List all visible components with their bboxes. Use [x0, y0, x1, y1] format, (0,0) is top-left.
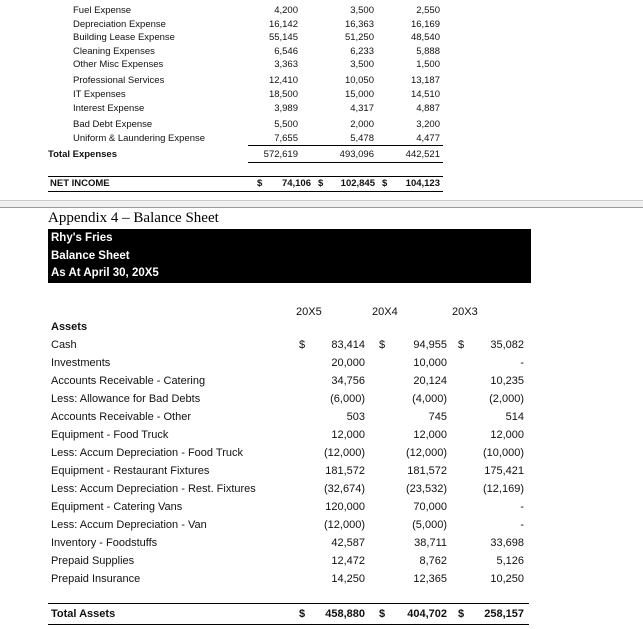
- value-20x5: (6,000): [330, 393, 365, 405]
- total-expenses-20x4: 493,096: [339, 149, 374, 160]
- section-heading-assets: Assets: [51, 321, 88, 333]
- value-20x5: 503: [346, 411, 365, 423]
- expense-row: [0, 75, 643, 88]
- total-expenses-20x5: 572,619: [263, 149, 298, 160]
- balance-row: [0, 483, 643, 496]
- company-name: Rhy's Fries: [51, 232, 113, 244]
- expense-row: [0, 89, 643, 102]
- expense-label: Uniform & Laundering Expense: [73, 132, 206, 144]
- expense-value-20x4: 51,250: [344, 32, 374, 43]
- total-assets-label: Total Assets: [51, 608, 116, 620]
- total-assets-20x5: 458,880: [325, 608, 365, 620]
- value-20x3: -: [520, 519, 524, 531]
- expense-value-20x3: 1,500: [416, 59, 440, 70]
- subtotal-rule: [248, 145, 443, 146]
- expense-row: [0, 19, 643, 32]
- net-income-bottom-rule: [48, 191, 443, 192]
- balance-row: [0, 429, 643, 442]
- expense-row: [0, 103, 643, 116]
- expense-row: [0, 119, 643, 132]
- expense-value-20x5: 16,142: [268, 18, 298, 30]
- total-assets-20x4: 404,702: [407, 608, 447, 620]
- expense-value-20x5: 18,500: [268, 88, 298, 100]
- value-20x4: (12,000): [406, 447, 447, 459]
- balance-row: [0, 375, 643, 388]
- expense-row: [0, 46, 643, 59]
- value-20x4: 12,000: [413, 429, 447, 441]
- value-20x3: 5,126: [496, 555, 524, 567]
- value-20x5: 12,000: [331, 429, 365, 441]
- currency-symbol: $: [379, 608, 386, 620]
- balance-row: [0, 519, 643, 532]
- value-20x4: 94,955: [413, 339, 447, 351]
- value-20x5: 20,000: [331, 357, 365, 369]
- balance-row: [0, 339, 643, 352]
- value-20x4: 38,711: [414, 537, 447, 549]
- expense-value-20x3: 5,888: [416, 45, 440, 57]
- expense-label: Depreciation Expense: [73, 18, 166, 30]
- currency-symbol: $: [458, 608, 465, 620]
- statement-name: Balance Sheet: [51, 250, 130, 262]
- expense-value-20x4: 5,478: [350, 132, 374, 144]
- value-20x5: (12,000): [324, 447, 365, 459]
- expense-value-20x5: 7,655: [274, 132, 298, 144]
- balance-row: [0, 537, 643, 550]
- account-label: Equipment - Catering Vans: [51, 501, 183, 513]
- total-expenses-row: [0, 149, 643, 162]
- account-label: Inventory - Foodstuffs: [51, 537, 158, 549]
- total-assets-top-rule: [48, 603, 529, 604]
- column-header-20x4: 20X4: [372, 306, 398, 318]
- value-20x5: 42,587: [331, 537, 365, 549]
- value-20x5: 34,756: [331, 375, 365, 387]
- value-20x4: 8,762: [419, 555, 447, 567]
- expense-value-20x5: 4,200: [274, 5, 298, 16]
- balance-row: [0, 555, 643, 568]
- expense-value-20x3: 4,477: [416, 132, 440, 144]
- expense-value-20x4: 10,050: [344, 74, 374, 86]
- currency-symbol: $: [379, 339, 386, 351]
- value-20x3: 175,421: [484, 465, 524, 477]
- currency-symbol: $: [299, 339, 306, 351]
- value-20x4: 181,572: [407, 465, 447, 477]
- expense-label: Cleaning Expenses: [73, 45, 155, 57]
- expense-row: [0, 133, 643, 146]
- value-20x5: (12,000): [324, 519, 365, 531]
- net-income-label: NET INCOME: [50, 178, 110, 189]
- net-income-20x3: 104,123: [405, 178, 440, 189]
- value-20x3: 514: [505, 411, 524, 423]
- account-label: Less: Accum Depreciation - Food Truck: [51, 447, 243, 459]
- value-20x5: 14,250: [331, 573, 365, 585]
- value-20x3: (10,000): [483, 447, 524, 459]
- expense-label: IT Expenses: [73, 88, 126, 100]
- value-20x3: (2,000): [489, 393, 524, 405]
- value-20x4: 70,000: [413, 501, 447, 513]
- value-20x3: 10,235: [490, 375, 524, 387]
- expense-label: Other Misc Expenses: [73, 59, 164, 70]
- expense-value-20x5: 55,145: [268, 32, 298, 43]
- value-20x4: 12,365: [413, 573, 447, 585]
- net-income-row: [0, 178, 643, 191]
- total-expenses-20x3: 442,521: [405, 149, 440, 160]
- net-income-currency: $: [318, 178, 324, 189]
- balance-row: [0, 393, 643, 406]
- balance-row: [0, 357, 643, 370]
- expense-value-20x3: 3,200: [416, 118, 440, 130]
- balance-row: [0, 465, 643, 478]
- expense-value-20x3: 4,887: [416, 102, 440, 114]
- value-20x4: 20,124: [413, 375, 447, 387]
- expense-row: [0, 32, 643, 45]
- balance-row: [0, 573, 643, 586]
- value-20x3: -: [520, 501, 524, 513]
- account-label: Less: Accum Depreciation - Van: [51, 519, 207, 531]
- total-assets-20x3: 258,157: [484, 608, 524, 620]
- net-income-currency: $: [257, 178, 263, 189]
- expense-value-20x4: 3,500: [350, 59, 374, 70]
- account-label: Cash: [51, 339, 77, 351]
- expense-value-20x4: 15,000: [344, 88, 374, 100]
- column-header-20x3: 20X3: [452, 306, 478, 318]
- balance-row: [0, 447, 643, 460]
- value-20x5: 120,000: [325, 501, 365, 513]
- expense-row: [0, 5, 643, 18]
- account-label: Equipment - Food Truck: [51, 429, 169, 441]
- net-income-top-rule: [48, 176, 443, 177]
- expense-value-20x5: 3,989: [274, 102, 298, 114]
- value-20x3: 33,698: [490, 537, 524, 549]
- value-20x3: (12,169): [483, 483, 524, 495]
- expense-value-20x5: 12,410: [268, 74, 298, 86]
- expense-value-20x4: 6,233: [350, 45, 374, 57]
- account-label: Equipment - Restaurant Fixtures: [51, 465, 210, 477]
- expense-label: Building Lease Expense: [73, 32, 175, 43]
- value-20x4: (5,000): [412, 519, 447, 531]
- total-rule: [248, 162, 443, 163]
- expense-value-20x5: 5,500: [274, 118, 298, 130]
- value-20x3: -: [520, 357, 524, 369]
- value-20x4: 745: [428, 411, 447, 423]
- column-header-20x5: 20X5: [296, 306, 322, 318]
- expense-label: Bad Debt Expense: [73, 118, 153, 130]
- balance-row: [0, 411, 643, 424]
- expense-value-20x3: 13,187: [410, 74, 440, 86]
- net-income-currency: $: [382, 178, 388, 189]
- expense-row: [0, 59, 643, 72]
- total-assets-bottom-rule: [48, 624, 529, 625]
- expense-value-20x4: 16,363: [344, 18, 374, 30]
- page-break: [0, 200, 643, 208]
- account-label: Prepaid Insurance: [51, 573, 141, 585]
- value-20x4: (23,532): [406, 483, 447, 495]
- currency-symbol: $: [299, 608, 306, 620]
- value-20x5: (32,674): [324, 483, 365, 495]
- net-income-20x4: 102,845: [340, 178, 375, 189]
- value-20x3: 10,250: [490, 573, 524, 585]
- expense-label: Fuel Expense: [73, 5, 132, 16]
- net-income-20x5: 74,106: [281, 178, 311, 189]
- expense-value-20x3: 2,550: [416, 5, 440, 16]
- total-expenses-label: Total Expenses: [48, 149, 117, 160]
- currency-symbol: $: [458, 339, 465, 351]
- expense-value-20x4: 4,317: [350, 102, 374, 114]
- expense-value-20x4: 2,000: [350, 118, 374, 130]
- value-20x5: 83,414: [331, 339, 365, 351]
- account-label: Prepaid Supplies: [51, 555, 135, 567]
- statement-date: As At April 30, 20X5: [51, 267, 159, 279]
- account-label: Less: Allowance for Bad Debts: [51, 393, 201, 405]
- account-label: Accounts Receivable - Catering: [51, 375, 206, 387]
- account-label: Accounts Receivable - Other: [51, 411, 192, 423]
- account-label: Investments: [51, 357, 111, 369]
- statement-header: [48, 229, 531, 283]
- value-20x4: 10,000: [413, 357, 447, 369]
- value-20x3: 12,000: [490, 429, 524, 441]
- account-label: Less: Accum Depreciation - Rest. Fixtures: [51, 483, 256, 495]
- expense-label: Interest Expense: [73, 102, 145, 114]
- total-assets-row: [0, 608, 643, 621]
- expense-value-20x3: 16,169: [410, 18, 440, 30]
- value-20x3: 35,082: [490, 339, 524, 351]
- value-20x4: (4,000): [412, 393, 447, 405]
- balance-row: [0, 501, 643, 514]
- expense-label: Professional Services: [73, 74, 165, 86]
- value-20x5: 181,572: [325, 465, 365, 477]
- expense-value-20x5: 6,546: [274, 45, 298, 57]
- expense-value-20x5: 3,363: [274, 59, 298, 70]
- expense-value-20x3: 48,540: [410, 32, 440, 43]
- expense-value-20x3: 14,510: [410, 88, 440, 100]
- appendix-title: Appendix 4 – Balance Sheet: [48, 210, 219, 226]
- value-20x5: 12,472: [331, 555, 365, 567]
- expense-value-20x4: 3,500: [350, 5, 374, 16]
